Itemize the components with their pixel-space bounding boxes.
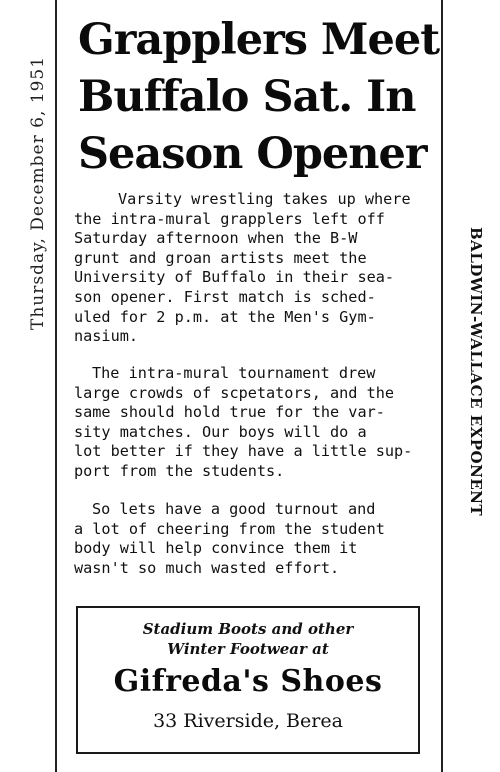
article-paragraph-1 (74, 190, 420, 347)
text-line: large crowds of scpetators, and the (74, 383, 395, 402)
right-column-rule (441, 0, 443, 772)
article-paragraph-3 (74, 500, 420, 578)
text-line: a lot of cheering from the student (74, 519, 385, 538)
left-column-rule (55, 0, 57, 772)
text-line: son opener. First match is sched- (74, 287, 376, 306)
text-line: port from the students. (74, 461, 285, 480)
headline-line-3: Season Opener (78, 129, 427, 179)
ad-tagline-2: Winter Footwear at (167, 640, 329, 658)
shoe-store-advertisement (76, 606, 420, 754)
ad-tagline-1: Stadium Boots and other (142, 620, 354, 638)
ad-address: 33 Riverside, Berea (153, 710, 343, 732)
text-line: University of Buffalo in their sea- (74, 268, 395, 287)
text-line: Saturday afternoon when the B-W (74, 229, 358, 248)
text-line: same should hold true for the var- (74, 403, 385, 422)
headline-line-1: Grapplers Meet (78, 15, 440, 65)
publication-name: BALDWIN-WALLACE EXPONENT (467, 227, 485, 517)
headline (78, 12, 440, 183)
text-line: lot better if they have a little sup- (74, 442, 413, 461)
text-line: Varsity wrestling takes up where (118, 190, 411, 208)
text-line: wasn't so much wasted effort. (74, 558, 340, 577)
publication-date: Thursday, December 6, 1951 (28, 55, 48, 330)
text-line: body will help convince them it (74, 539, 358, 558)
text-line: the intra-mural grapplers left off (74, 209, 385, 228)
headline-line-2: Buffalo Sat. In (78, 72, 416, 122)
article-paragraph-2 (74, 364, 420, 482)
ad-store-name: Gifreda's Shoes (113, 664, 383, 699)
text-line: grunt and groan artists meet the (74, 248, 367, 267)
text-line: sity matches. Our boys will do a (74, 422, 367, 441)
text-line: uled for 2 p.m. at the Men's Gym- (74, 307, 376, 326)
text-line: The intra-mural tournament drew (92, 364, 376, 382)
text-line: nasium. (74, 327, 139, 346)
text-line: So lets have a good turnout and (92, 500, 376, 518)
